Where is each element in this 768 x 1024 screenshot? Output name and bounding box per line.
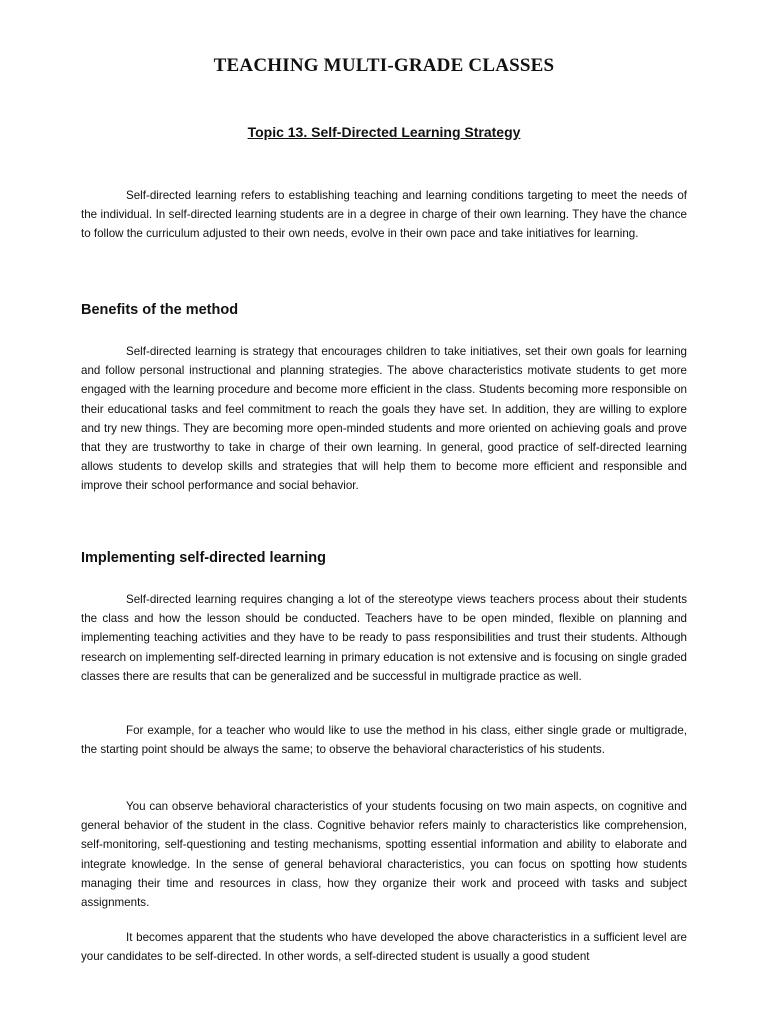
section-heading-benefits: Benefits of the method [81,302,239,318]
implementing-paragraph-1: Self-directed learning requires changing a lot of the stereotype views teachers process about their students the class and how the lesson should be conducted. Teachers have to be open minded, flexible on planning and implementing teaching activities and they have to be ready to pass responsibilities and trust their students. Although research on implementing self-directed learning in primary education is not extensive and is focusing on single graded classes there are results that can be generalized and be successful in multigrade practice as well. [81,593,687,683]
section-heading-implementing: Implementing self-directed learning [81,550,326,566]
topic-heading: Topic 13. Self-Directed Learning Strategy [247,124,521,140]
implementing-paragraph-4: It becomes apparent that the students who have developed the above characteristics in a sufficient level are your candidates to be self-directed. In other words, a self-directed student is usually a good student [81,931,687,964]
document-title: TEACHING MULTI-GRADE CLASSES [213,55,555,76]
implementing-paragraph-3: You can observe behavioral characteristics of your students focusing on two main aspects, on cognitive and general behavior of the student in the class. Cognitive behavior refers mainly to characteristics like comprehension, self-monitoring, self-questioning and testing mechanisms, spotting essential information and ability to elaborate and integrate knowledge. In the sense of general behavioral characteristics, you can focus on spotting how students managing their time and resources in class, how they organize their work and proceed with tasks and subject assignments. [81,800,687,910]
implementing-paragraph-2: For example, for a teacher who would like to use the method in his class, either single grade or multigrade, the starting point should be always the same; to observe the behavioral characteristics of his students. [81,724,687,757]
intro-paragraph: Self-directed learning refers to establishing teaching and learning conditions targeting to meet the needs of the individual. In self-directed learning students are in a degree in charge of their own learning. They have the chance to follow the curriculum adjusted to their own needs, evolve in their own pace and take initiatives for learning. [81,189,687,241]
benefits-paragraph: Self-directed learning is strategy that encourages children to take initiatives, set their own goals for learning and follow personal instructional and planning strategies. The above characteristics motivate students to get more engaged with the learning procedure and become more efficient in the class. Students becoming more responsible on their educational tasks and feel commitment to reach the goals they have set. In addition, they are willing to explore and try new things. They are becoming more open-minded students and more oriented on achieving goals and prove that they are trustworthy to take in charge of their own learning. In general, good practice of self-directed learning allows students to develop skills and strategies that will help them to become more efficient and responsible and improve their school performance and social behavior. [81,345,687,493]
